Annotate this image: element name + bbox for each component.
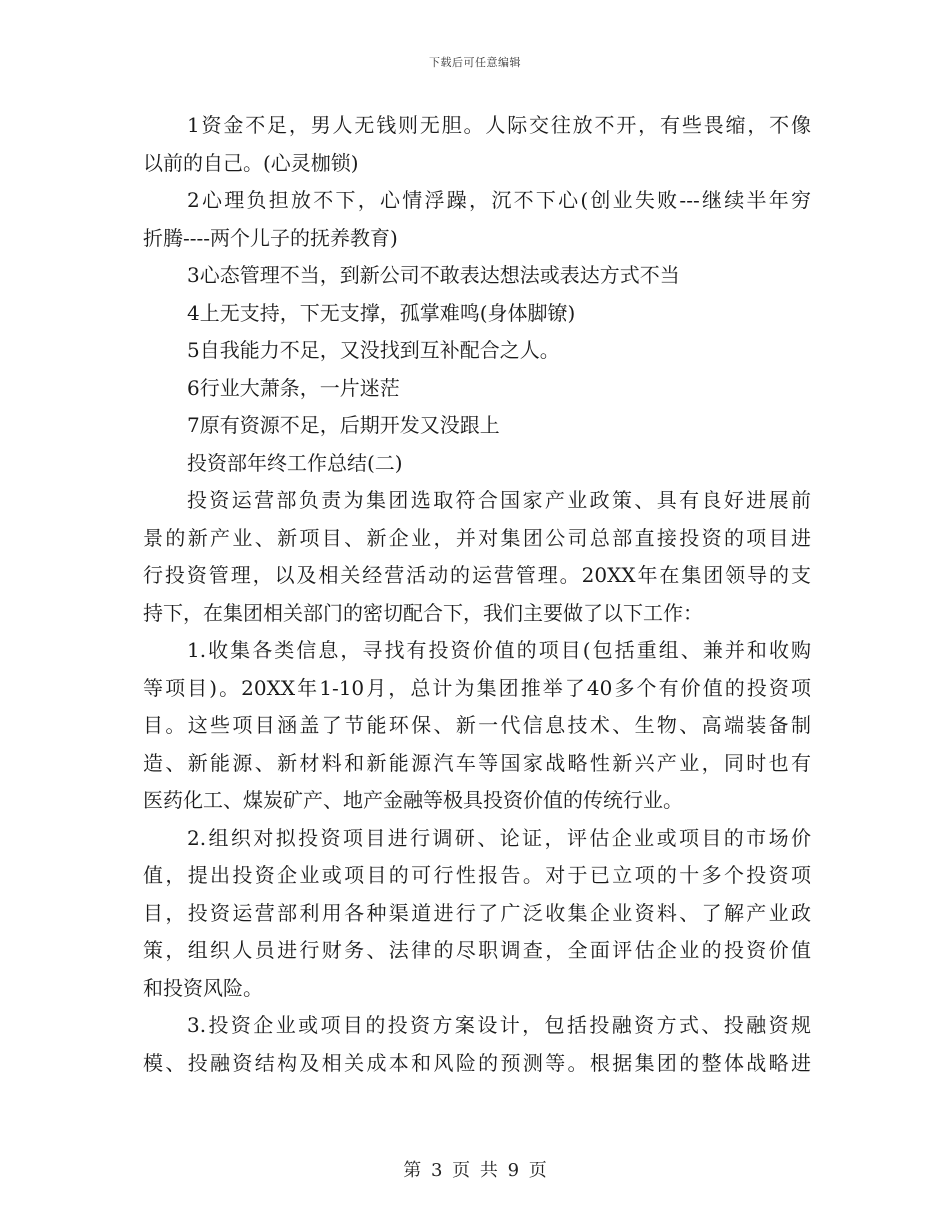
text-line: 折腾----两个儿子的抚养教育) — [143, 225, 398, 250]
text-line: 行投资管理，以及相关经营活动的运营管理。20XX年在集团领导的支 — [143, 563, 811, 587]
text-line: 景的新产业、新项目、新企业，并对集团公司总部直接投资的项目进 — [143, 525, 811, 550]
page-footer: 第 3 页 共 9 页 — [403, 1160, 547, 1181]
text-line: 等项目)。20XX年1-10月，总计为集团推举了40多个有价值的投资项 — [143, 675, 811, 700]
text-line: 和投资风险。 — [143, 975, 263, 1000]
text-line: 2心理负担放不下，心情浮躁，沉不下心(创业失败---继续半年穷 — [187, 188, 811, 212]
text-line: 3心态管理不当，到新公司不敢表达想法或表达方式不当 — [187, 263, 680, 287]
text-line: 6行业大萧条，一片迷茫 — [187, 375, 400, 400]
text-line: 1.收集各类信息，寻找有投资价值的项目(包括重组、兼并和收购 — [187, 638, 811, 662]
document-body — [143, 107, 811, 1082]
text-line: 医药化工、煤炭矿产、地产金融等极具投资价值的传统行业。 — [143, 788, 683, 812]
text-line: 持下，在集团相关部门的密切配合下，我们主要做了以下工作： — [143, 600, 703, 625]
text-line: 以前的自己。(心灵枷锁) — [143, 150, 359, 175]
text-line: 造、新能源、新材料和新能源汽车等国家战略性新兴产业，同时也有 — [143, 750, 811, 775]
text-line: 2.组织对拟投资项目进行调研、论证，评估企业或项目的市场价 — [187, 825, 811, 850]
text-line: 3.投资企业或项目的投资方案设计，包括投融资方式、投融资规 — [187, 1013, 811, 1037]
text-line: 4上无支持，下无支撑，孤掌难鸣(身体脚镣) — [187, 300, 576, 325]
text-line: 值，提出投资企业或项目的可行性报告。对于已立项的十多个投资项 — [143, 863, 811, 887]
text-line: 投资运营部负责为集团选取符合国家产业政策、具有良好进展前 — [187, 488, 811, 512]
text-line: 1资金不足，男人无钱则无胆。人际交往放不开，有些畏缩，不像 — [187, 113, 811, 137]
page-header: 下载后可任意编辑 — [429, 56, 521, 69]
text-line: 目，投资运营部利用各种渠道进行了广泛收集企业资料、了解产业政 — [143, 900, 811, 925]
text-line: 策，组织人员进行财务、法律的尽职调查，全面评估企业的投资价值 — [143, 938, 811, 962]
text-line: 7原有资源不足，后期开发又没跟上 — [187, 413, 500, 437]
text-line: 目。这些项目涵盖了节能环保、新一代信息技术、生物、高端装备制 — [143, 713, 811, 737]
text-line: 模、投融资结构及相关成本和风险的预测等。根据集团的整体战略进 — [143, 1050, 811, 1075]
text-line: 5自我能力不足，又没找到互补配合之人。 — [187, 338, 560, 362]
text-line: 投资部年终工作总结(二) — [187, 450, 403, 475]
